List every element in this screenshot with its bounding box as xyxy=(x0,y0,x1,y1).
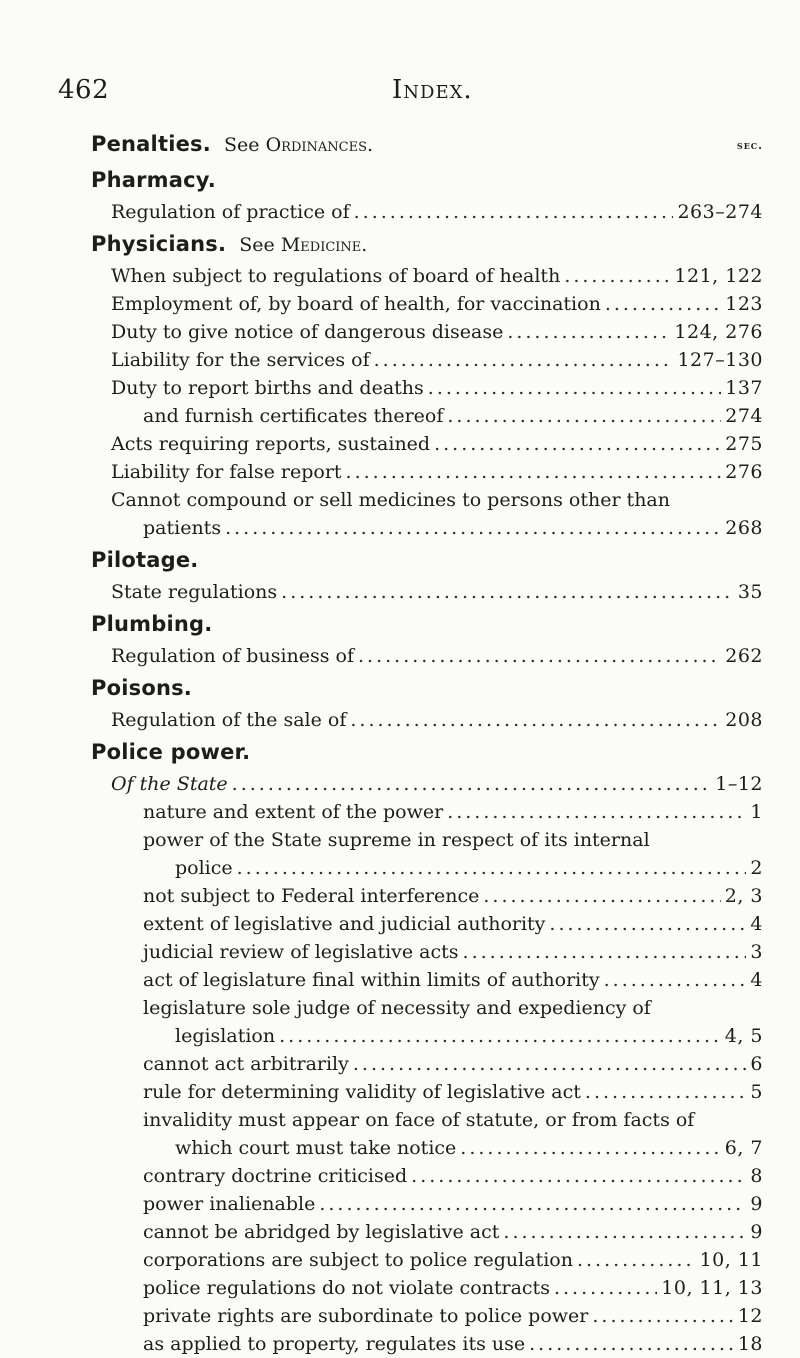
entry-label: police xyxy=(175,857,233,879)
entry-ref: 2, 3 xyxy=(724,885,763,907)
heading-text: Penalties. xyxy=(91,132,211,156)
leader-dots xyxy=(225,514,721,542)
entry-ref: 35 xyxy=(737,581,763,603)
see-reference xyxy=(224,134,373,156)
leader-dots xyxy=(503,1218,746,1246)
entry-ref: 8 xyxy=(750,1165,763,1187)
entry-ref: 262 xyxy=(725,645,763,667)
page-title: Index. xyxy=(392,75,473,105)
index-subentry xyxy=(91,1218,763,1246)
entry-ref: 10, 11 xyxy=(699,1249,763,1271)
index-heading-pilotage xyxy=(91,542,763,578)
see-reference xyxy=(239,234,367,256)
index-entry xyxy=(91,770,763,798)
entry-label: act of legislature final within limits of authority xyxy=(143,969,600,991)
entry-label: as applied to property, regulates its use xyxy=(143,1333,526,1355)
index-heading-penalties xyxy=(91,126,763,162)
entry-ref: 4, 5 xyxy=(724,1025,763,1047)
leader-dots xyxy=(358,642,721,670)
leader-dots xyxy=(237,854,747,882)
leader-dots xyxy=(434,430,721,458)
page-number: 462 xyxy=(58,75,110,105)
index-subentry xyxy=(91,1302,763,1330)
entry-ref: 2 xyxy=(750,857,763,879)
leader-dots xyxy=(350,706,721,734)
index-heading-pharmacy xyxy=(91,162,763,198)
heading-text: Pharmacy. xyxy=(91,168,216,192)
leader-dots xyxy=(604,966,747,994)
entry-label: Employment of, by board of health, for vaccination xyxy=(111,293,601,315)
entry-ref: 1–12 xyxy=(715,773,763,795)
index-subentry xyxy=(91,1078,763,1106)
index-subentry xyxy=(91,798,763,826)
index-content xyxy=(91,126,763,1358)
entry-ref: 124, 276 xyxy=(674,321,763,343)
entry-label: State regulations xyxy=(111,581,278,603)
entry-label-line1: Cannot compound or sell medicines to persons other than xyxy=(111,489,670,511)
see-prefix: See xyxy=(239,234,275,256)
leader-dots xyxy=(554,1274,657,1302)
entry-label: contrary doctrine criticised xyxy=(143,1165,408,1187)
entry-ref: 10, 11, 13 xyxy=(661,1277,763,1299)
index-subentry xyxy=(91,1050,763,1078)
leader-dots xyxy=(592,1302,733,1330)
index-subentry-wrapped-line xyxy=(91,994,763,1022)
leader-dots xyxy=(564,262,670,290)
index-heading-police-power xyxy=(91,734,763,770)
leader-dots xyxy=(374,346,674,374)
entry-label-line1: power of the State supreme in respect of its internal xyxy=(143,829,650,851)
entry-label: Liability for false report xyxy=(111,461,342,483)
entry-label: Acts requiring reports, sustained xyxy=(111,433,431,455)
entry-label: cannot act arbitrarily xyxy=(143,1053,349,1075)
entry-label: power inalienable xyxy=(143,1193,316,1215)
leader-dots xyxy=(605,290,721,318)
entry-ref: 6, 7 xyxy=(724,1137,763,1159)
leader-dots xyxy=(232,770,712,798)
index-subentry xyxy=(91,938,763,966)
entry-label: police regulations do not violate contracts xyxy=(143,1277,550,1299)
entry-ref: 123 xyxy=(725,293,763,315)
index-entry-wrapped-line xyxy=(91,486,763,514)
leader-dots xyxy=(549,910,746,938)
index-subentry xyxy=(91,402,763,430)
entry-label: and furnish certificates thereof xyxy=(143,405,444,427)
index-entry-continuation xyxy=(91,514,763,542)
index-subentry xyxy=(91,1246,763,1274)
entry-ref: 4 xyxy=(750,913,763,935)
leader-dots xyxy=(460,1134,720,1162)
index-entry xyxy=(91,458,763,486)
heading-text: Physicians. xyxy=(91,232,227,256)
entry-label: When subject to regulations of board of health xyxy=(111,265,561,287)
entry-ref: 4 xyxy=(750,969,763,991)
entry-ref: 1 xyxy=(750,801,763,823)
entry-ref: 275 xyxy=(725,433,763,455)
index-entry xyxy=(91,198,763,226)
index-entry xyxy=(91,374,763,402)
index-heading-plumbing xyxy=(91,606,763,642)
see-target: Ordinances. xyxy=(265,134,374,156)
leader-dots xyxy=(577,1246,696,1274)
index-entry xyxy=(91,642,763,670)
leader-dots xyxy=(483,882,720,910)
entry-ref: 9 xyxy=(750,1193,763,1215)
index-subentry xyxy=(91,1274,763,1302)
leader-dots xyxy=(346,458,722,486)
entry-label: Regulation of practice of xyxy=(111,201,350,223)
entry-ref: 5 xyxy=(750,1081,763,1103)
leader-dots xyxy=(279,1022,721,1050)
entry-label: Duty to report births and deaths xyxy=(111,377,424,399)
leader-dots xyxy=(529,1330,734,1358)
leader-dots xyxy=(463,938,747,966)
index-subentry-wrapped-line xyxy=(91,1106,763,1134)
heading-text: Pilotage. xyxy=(91,548,199,572)
entry-label: patients xyxy=(143,517,222,539)
leader-dots xyxy=(447,402,721,430)
see-prefix: See xyxy=(224,134,260,156)
entry-label: Regulation of business of xyxy=(111,645,355,667)
entry-label-line1: invalidity must appear on face of statute, or from facts of xyxy=(143,1109,695,1131)
index-entry xyxy=(91,430,763,458)
leader-dots xyxy=(354,198,674,226)
index-subentry xyxy=(91,1330,763,1358)
leader-dots xyxy=(353,1050,747,1078)
entry-ref: 274 xyxy=(725,405,763,427)
entry-label: cannot be abridged by legislative act xyxy=(143,1221,500,1243)
entry-label: not subject to Federal interference xyxy=(143,885,480,907)
index-subentry xyxy=(91,882,763,910)
entry-ref: 208 xyxy=(725,709,763,731)
entry-ref: 18 xyxy=(737,1333,763,1355)
entry-label: legislation xyxy=(175,1025,276,1047)
entry-ref: 121, 122 xyxy=(674,265,763,287)
entry-label: which court must take notice xyxy=(175,1137,457,1159)
entry-label-line1: legislature sole judge of necessity and expediency of xyxy=(143,997,651,1019)
leader-dots xyxy=(507,318,670,346)
entry-ref: 6 xyxy=(750,1053,763,1075)
page-header xyxy=(0,75,800,107)
entry-label: corporations are subject to police regulation xyxy=(143,1249,573,1271)
index-entry xyxy=(91,706,763,734)
entry-label: private rights are subordinate to police power xyxy=(143,1305,589,1327)
index-subentry xyxy=(91,966,763,994)
index-entry xyxy=(91,262,763,290)
entry-ref: 268 xyxy=(725,517,763,539)
section-column-label: sec. xyxy=(736,139,763,152)
entry-label: judicial review of legislative acts xyxy=(143,941,459,963)
index-entry xyxy=(91,346,763,374)
heading-text: Plumbing. xyxy=(91,612,213,636)
see-target: Medicine. xyxy=(280,234,368,256)
entry-ref: 137 xyxy=(725,377,763,399)
entry-ref: 3 xyxy=(750,941,763,963)
leader-dots xyxy=(447,798,746,826)
index-subentry-wrapped-line xyxy=(91,826,763,854)
leader-dots xyxy=(319,1190,746,1218)
index-subentry-continuation xyxy=(91,1134,763,1162)
entry-ref: 9 xyxy=(750,1221,763,1243)
index-subentry xyxy=(91,1190,763,1218)
index-subentry xyxy=(91,910,763,938)
entry-ref: 263–274 xyxy=(677,201,763,223)
heading-text: Police power. xyxy=(91,740,251,764)
entry-label: rule for determining validity of legislative act xyxy=(143,1081,581,1103)
index-subentry xyxy=(91,1162,763,1190)
leader-dots xyxy=(411,1162,746,1190)
index-entry xyxy=(91,578,763,606)
leader-dots xyxy=(428,374,721,402)
index-entry xyxy=(91,318,763,346)
entry-label: Liability for the services of xyxy=(111,349,370,371)
entry-label: nature and extent of the power xyxy=(143,801,444,823)
entry-label: extent of legislative and judicial authority xyxy=(143,913,546,935)
entry-ref: 127–130 xyxy=(677,349,763,371)
entry-ref: 276 xyxy=(725,461,763,483)
entry-label: Duty to give notice of dangerous disease xyxy=(111,321,504,343)
entry-label: Regulation of the sale of xyxy=(111,709,347,731)
entry-ref: 12 xyxy=(737,1305,763,1327)
heading-text: Poisons. xyxy=(91,676,192,700)
index-subentry-continuation xyxy=(91,1022,763,1050)
leader-dots xyxy=(585,1078,746,1106)
entry-label: Of the State xyxy=(111,773,228,795)
index-subentry-continuation xyxy=(91,854,763,882)
index-entry xyxy=(91,290,763,318)
index-heading-physicians xyxy=(91,226,763,262)
leader-dots xyxy=(281,578,734,606)
index-heading-poisons xyxy=(91,670,763,706)
